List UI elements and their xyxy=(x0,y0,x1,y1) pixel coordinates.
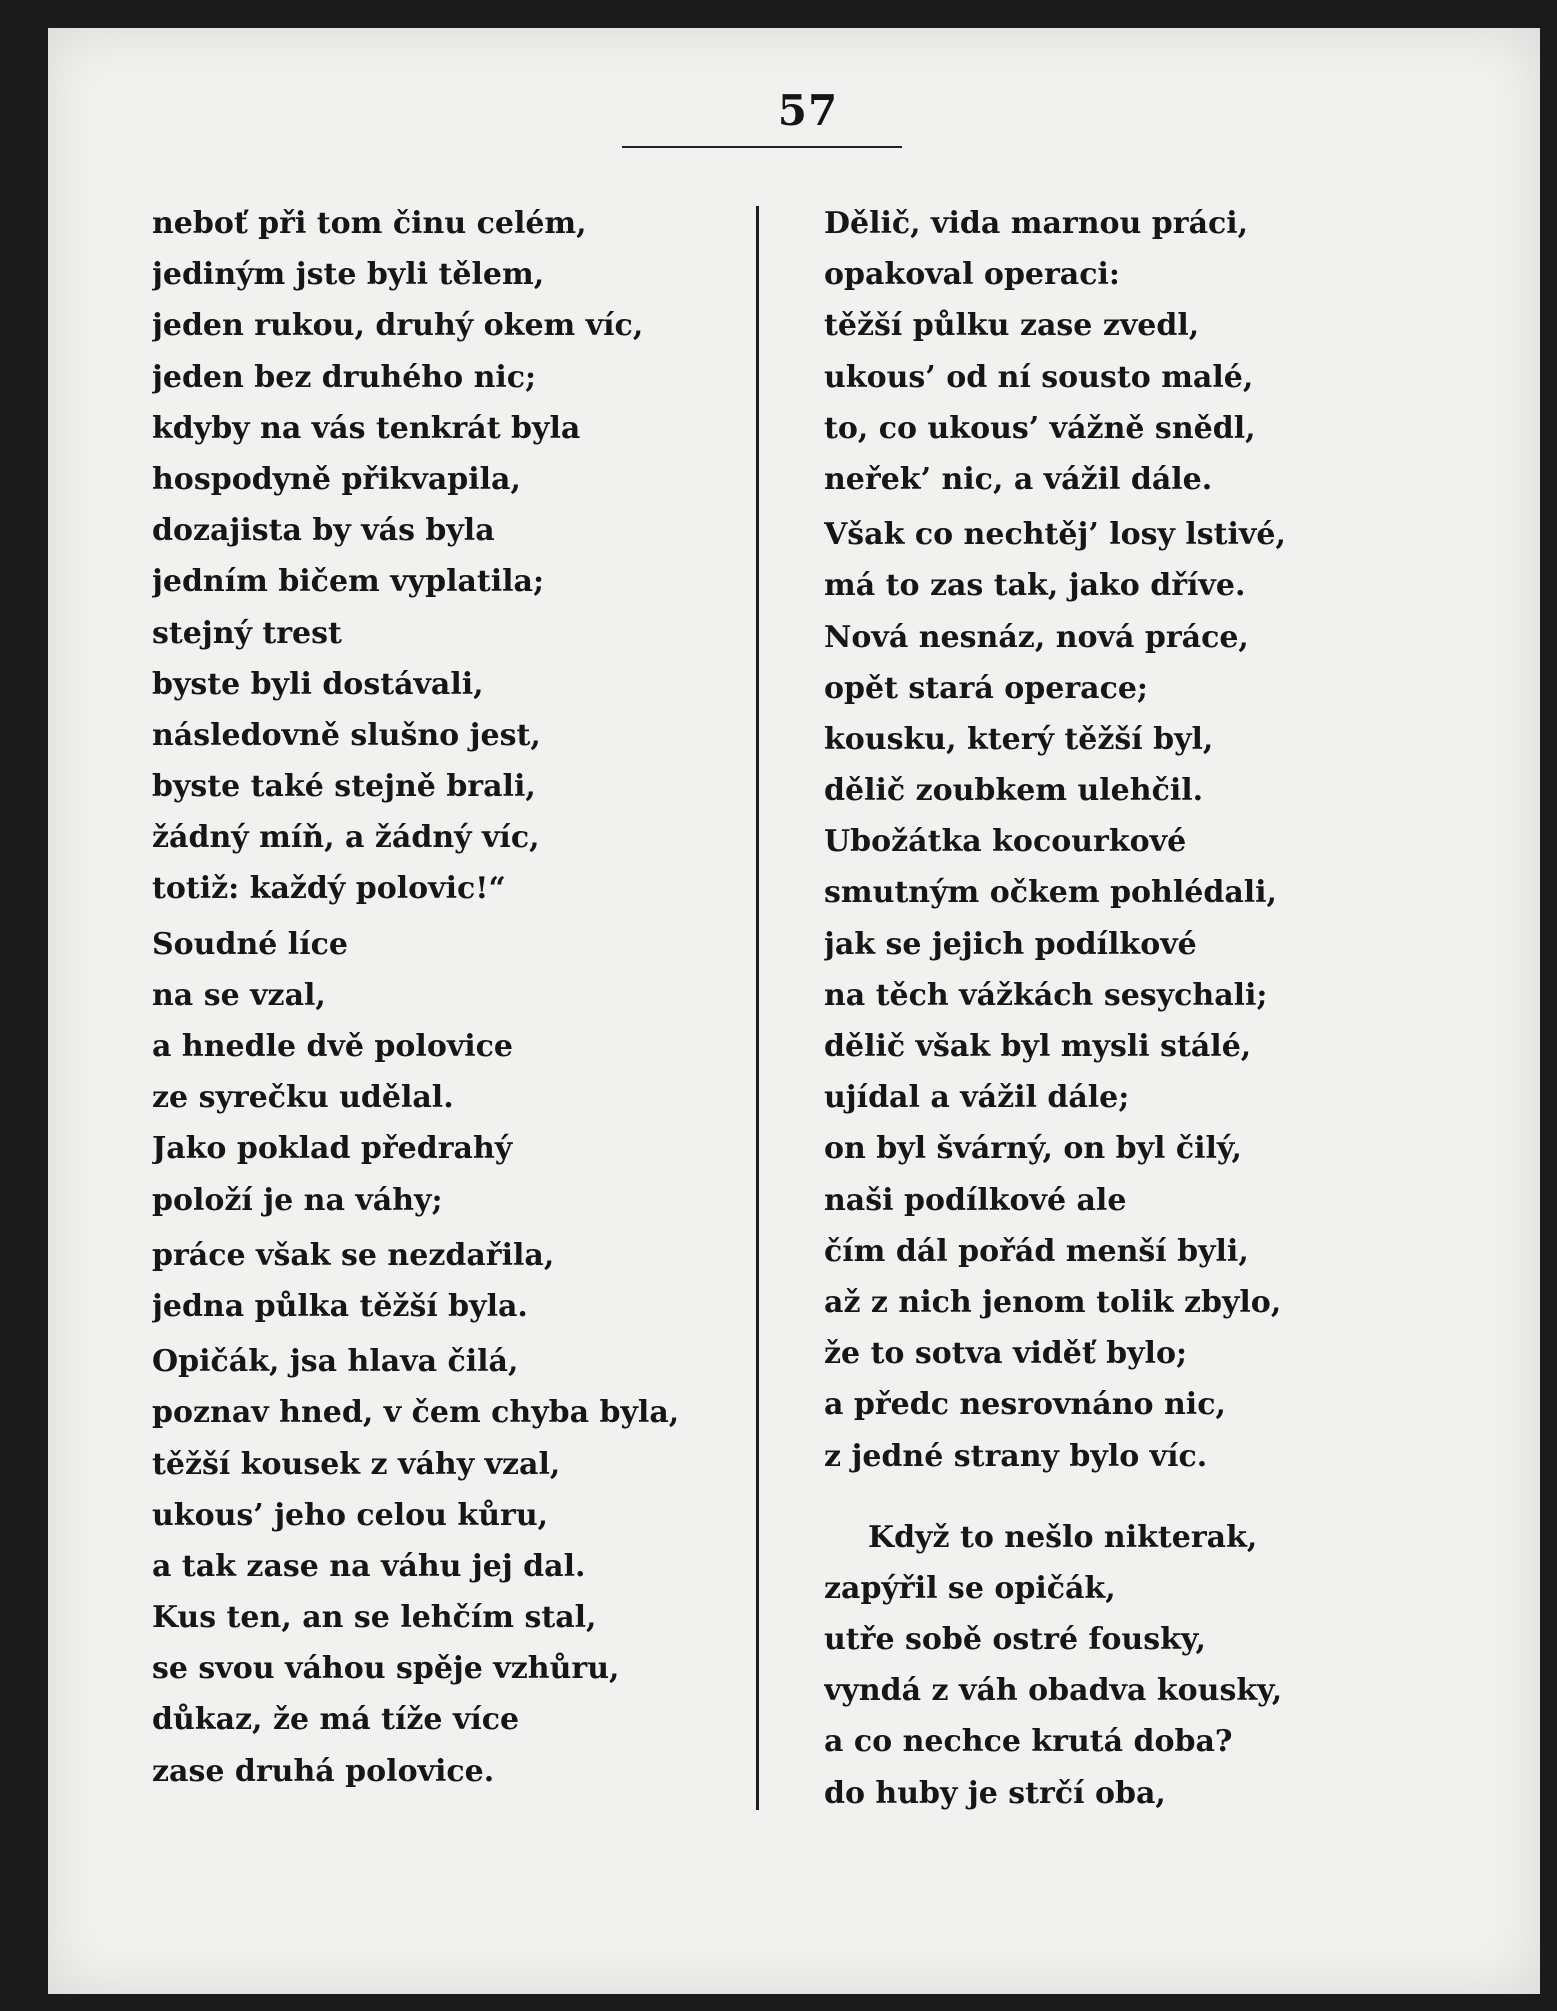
verse-line: opět stará operace; xyxy=(824,670,1148,706)
verse-line: ze syrečku udělal. xyxy=(152,1080,454,1116)
verse-line: jedním bičem vyplatila; xyxy=(152,564,545,600)
verse-line: ukous’ jeho celou kůru, xyxy=(152,1497,549,1533)
verse-line: kousku, který těžší byl, xyxy=(824,721,1214,757)
verse-line: má to zas tak, jako dříve. xyxy=(824,568,1246,604)
verse-line: to, co ukous’ vážně snědl, xyxy=(824,410,1256,446)
verse-line: práce však se nezdařila, xyxy=(152,1237,555,1273)
right-column xyxy=(824,198,1384,1819)
verse-line: byste také stejně brali, xyxy=(152,769,536,805)
verse-line: žádný míň, a žádný víc, xyxy=(152,820,540,856)
verse-line: jak se jejich podílkové xyxy=(824,926,1197,962)
verse-line: poznav hned, v čem chyba byla, xyxy=(152,1395,680,1431)
verse-line: důkaz, že má tíže více xyxy=(152,1702,520,1738)
verse-line: ukous’ od ní sousto malé, xyxy=(824,359,1254,395)
left-column xyxy=(152,198,732,1797)
verse-line: z jedné strany bylo víc. xyxy=(824,1438,1208,1474)
verse-line: jediným jste byli tělem, xyxy=(152,257,545,293)
verse-line: že to sotva viděť bylo; xyxy=(824,1336,1188,1372)
verse-line: na těch vážkách sesychali; xyxy=(824,977,1268,1013)
verse-line: na se vzal, xyxy=(152,977,326,1013)
verse-line: a předc nesrovnáno nic, xyxy=(824,1387,1226,1423)
header-rule xyxy=(622,146,902,148)
verse-line: totiž: každý polovic!“ xyxy=(152,871,506,907)
column-divider xyxy=(756,206,759,1810)
verse-line: a tak zase na váhu jej dal. xyxy=(152,1548,586,1584)
verse-block xyxy=(152,198,732,915)
verse-line: jeden rukou, druhý okem víc, xyxy=(152,308,644,344)
verse-block xyxy=(824,509,1384,1482)
verse-line: smutným očkem pohlédali, xyxy=(824,875,1278,911)
verse-block xyxy=(152,1336,732,1797)
verse-line: stejný trest xyxy=(152,615,342,651)
verse-line: zase druhá polovice. xyxy=(152,1753,495,1789)
verse-line: čím dál pořád menší byli, xyxy=(824,1233,1249,1269)
verse-line: dozajista by vás byla xyxy=(152,513,495,549)
verse-line: položí je na váhy; xyxy=(152,1182,443,1218)
verse-line: zapýřil se opičák, xyxy=(824,1570,1116,1606)
verse-block xyxy=(152,1230,732,1332)
verse-line: dělič však byl mysli stálé, xyxy=(824,1029,1252,1064)
verse-line: následovně slušno jest, xyxy=(152,717,541,753)
verse-line: dělič zoubkem ulehčil. xyxy=(824,773,1204,809)
verse-line: Soudné líce xyxy=(152,926,348,962)
stanza-gap xyxy=(824,1482,1384,1512)
verse-line: těžší kousek z váhy vzal, xyxy=(152,1446,561,1482)
verse-line: neřek’ nic, a vážil dále. xyxy=(824,461,1213,497)
verse-line: kdyby na vás tenkrát byla xyxy=(152,410,581,446)
verse-line: naši podílkové ale xyxy=(824,1182,1127,1218)
verse-line: Kus ten, an se lehčím stal, xyxy=(152,1600,597,1636)
verse-line: utře sobě ostré fousky, xyxy=(824,1622,1206,1658)
verse-line: Jako poklad předrahý xyxy=(152,1131,513,1167)
verse-line: Když to nešlo nikterak, xyxy=(868,1519,1258,1555)
verse-line: vyndá z váh obadva kousky, xyxy=(824,1673,1283,1709)
verse-block xyxy=(824,198,1384,505)
verse-line: Nová nesnáz, nová práce, xyxy=(824,619,1249,655)
verse-line: jeden bez druhého nic; xyxy=(152,359,537,395)
verse-line: ujídal a vážil dále; xyxy=(824,1080,1130,1116)
verse-line: Dělič, vida marnou práci, xyxy=(824,206,1249,241)
verse-line: a co nechce krutá doba? xyxy=(824,1724,1233,1760)
verse-line: byste byli dostávali, xyxy=(152,666,484,702)
verse-line: Však co nechtěj’ losy lstivé, xyxy=(824,517,1286,553)
verse-block xyxy=(824,1512,1384,1819)
page-number: 57 xyxy=(777,86,839,135)
book-page xyxy=(48,28,1540,1994)
verse-line: a hnedle dvě polovice xyxy=(152,1029,514,1064)
verse-line: on byl švárný, on byl čilý, xyxy=(824,1131,1242,1167)
verse-line: neboť při tom činu celém, xyxy=(152,206,587,241)
verse-line: Ubožátka kocourkové xyxy=(824,824,1187,860)
verse-line: se svou váhou spěje vzhůru, xyxy=(152,1651,620,1687)
verse-line: až z nich jenom tolik zbylo, xyxy=(824,1284,1282,1320)
verse-line: hospodyně přikvapila, xyxy=(152,461,521,497)
verse-block xyxy=(152,919,732,1226)
verse-line: Opičák, jsa hlava čilá, xyxy=(152,1344,519,1380)
verse-line: do huby je strčí oba, xyxy=(824,1775,1166,1811)
verse-line: opakoval operaci: xyxy=(824,257,1120,293)
verse-line: jedna půlka těžší byla. xyxy=(152,1288,528,1324)
verse-line: těžší půlku zase zvedl, xyxy=(824,308,1200,344)
